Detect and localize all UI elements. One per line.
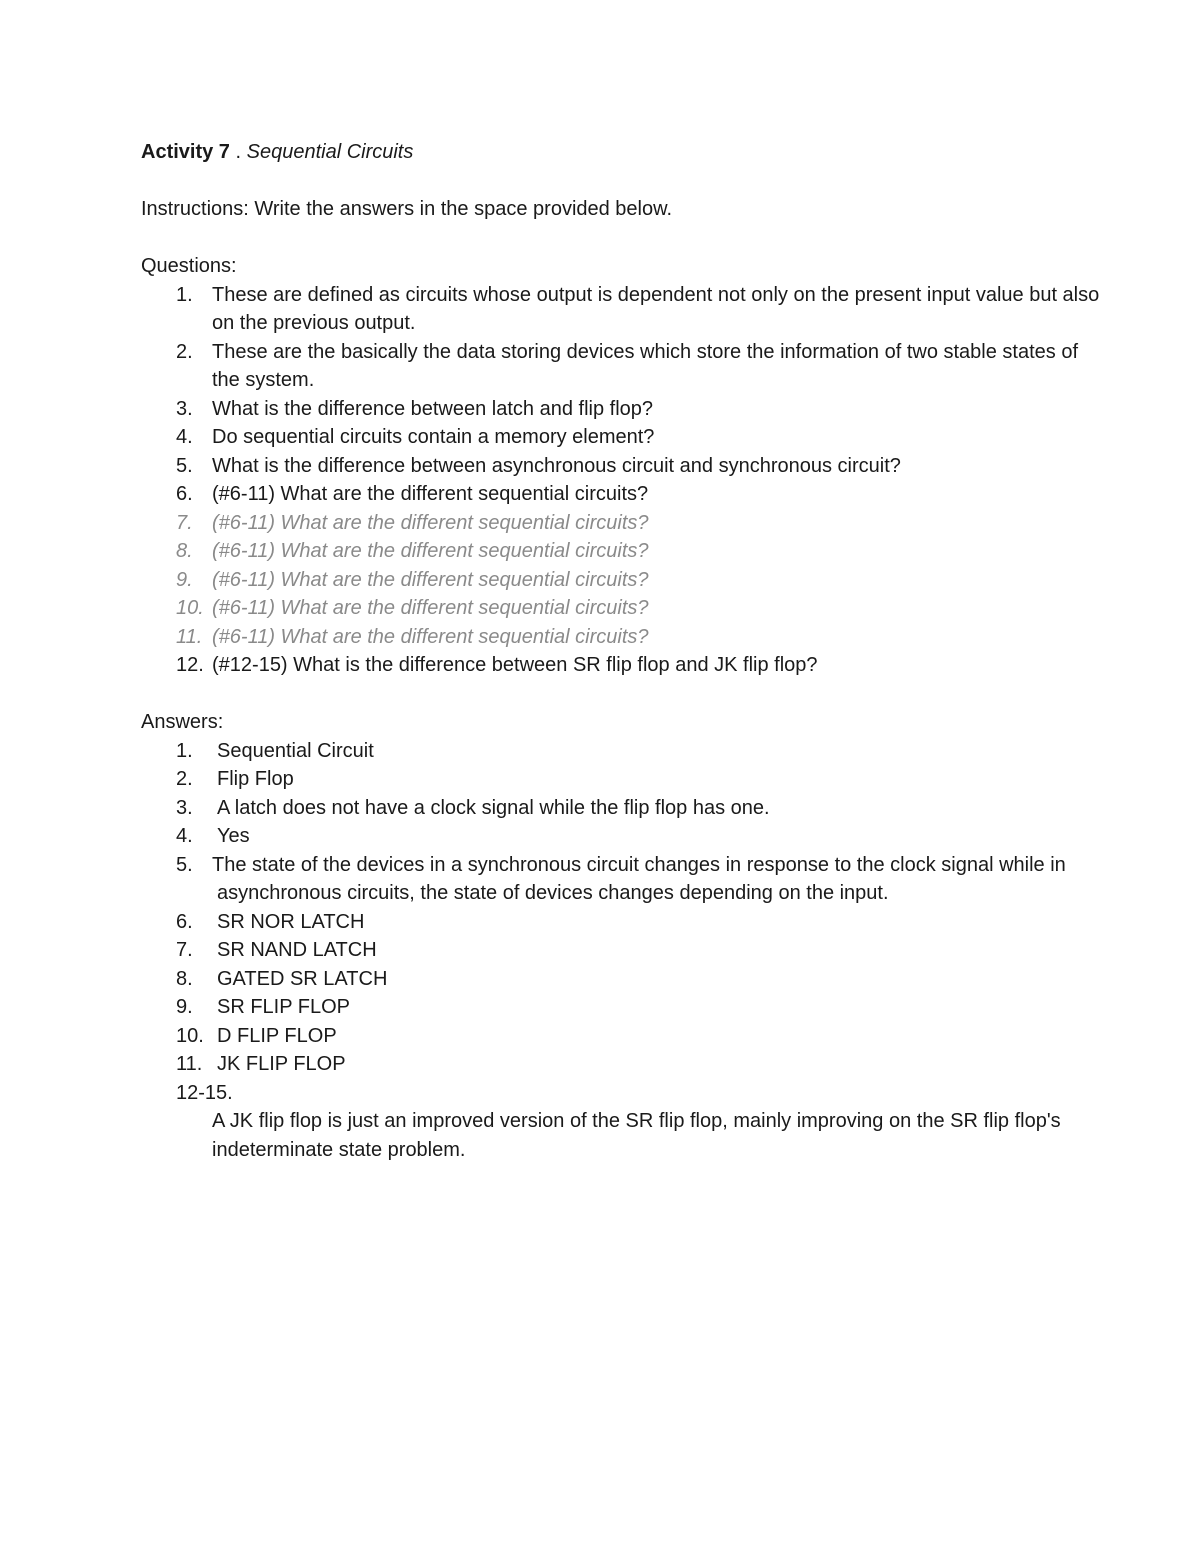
question-item [141, 480, 1101, 509]
question-number: 12. [176, 654, 204, 676]
question-item [141, 281, 1101, 338]
answer-text: JK FLIP FLOP [217, 1053, 346, 1075]
question-item-repeated [141, 509, 1101, 538]
question-item-repeated [141, 537, 1101, 566]
question-text: (#6-11) What are the different sequential circuits? [212, 511, 649, 534]
question-number: 2. [176, 340, 193, 363]
question-text: (#6-11) What are the different sequential circuits? [212, 568, 649, 591]
questions-list [141, 281, 1101, 680]
answer-number: 11. [176, 1053, 203, 1075]
question-text: What is the difference between asynchronous circuit and synchronous circuit? [212, 454, 901, 477]
question-text: These are defined as circuits whose output is dependent not only on the present input value but also on the previous output. [212, 283, 1100, 334]
answer-number: 2. [176, 768, 193, 790]
answer-text: Yes [217, 825, 250, 847]
answer-number: 3. [176, 796, 193, 819]
question-item-repeated [141, 623, 1101, 652]
spacer [141, 167, 1101, 196]
answer-text: The state of the devices in a synchronous circuit changes in response to the clock signal while in asynchronous circuits, the state of devices changes depending on the input. [212, 853, 1066, 904]
answer-number: 6. [176, 910, 193, 933]
question-item [141, 423, 1101, 452]
answer-number: 1. [176, 739, 193, 762]
answer-number: 5. [176, 853, 193, 876]
spacer [141, 224, 1101, 253]
answer-text: SR NAND LATCH [217, 939, 377, 961]
question-number: 8. [176, 540, 193, 562]
final-answer-label: 12-15. [176, 1081, 233, 1104]
question-text: What is the difference between latch and flip flop? [212, 397, 654, 420]
instructions-text: Instructions: Write the answers in the space provided below. [141, 198, 673, 220]
question-item [141, 452, 1101, 481]
question-text: (#12-15) What is the difference between SR flip flop and JK flip flop? [212, 654, 818, 676]
question-item [141, 395, 1101, 424]
answer-text: Flip Flop [217, 768, 294, 790]
question-number: 1. [176, 283, 193, 306]
answer-number: 4. [176, 825, 193, 847]
question-number: 11. [176, 625, 203, 648]
answer-text: A latch does not have a clock signal while the flip flop has one. [217, 796, 770, 819]
activity-title [141, 138, 1101, 167]
question-text: (#6-11) What are the different sequential circuits? [212, 540, 649, 562]
answer-item [141, 965, 1101, 994]
answer-item [141, 1022, 1101, 1051]
answer-item [141, 1050, 1101, 1079]
answer-item [141, 908, 1101, 937]
answer-item [141, 851, 1101, 908]
question-number: 9. [176, 568, 193, 591]
answer-number: 7. [176, 939, 193, 961]
question-text: (#6-11) What are the different sequential circuits? [212, 483, 649, 505]
question-item-repeated [141, 566, 1101, 595]
question-number: 10. [176, 597, 204, 619]
question-text: Do sequential circuits contain a memory element? [212, 426, 655, 448]
answer-text: Sequential Circuit [217, 739, 374, 762]
title-separator: . [229, 141, 247, 163]
question-item-repeated [141, 594, 1101, 623]
question-number: 3. [176, 397, 193, 420]
answer-item [141, 936, 1101, 965]
answers-list [141, 737, 1101, 1079]
activity-subject: Sequential Circuits [246, 141, 414, 163]
answer-number: 9. [176, 996, 193, 1018]
question-number: 5. [176, 454, 193, 477]
final-answer-text: A JK flip flop is just an improved version of the SR flip flop, mainly improving on the SR flip flop's indeterminate state problem. [212, 1110, 1061, 1161]
questions-heading: Questions: [141, 255, 237, 277]
answer-number: 10. [176, 1024, 204, 1047]
answer-item [141, 737, 1101, 766]
question-text: (#6-11) What are the different sequential circuits? [212, 625, 649, 648]
answer-item [141, 822, 1101, 851]
answer-item [141, 765, 1101, 794]
answer-text: GATED SR LATCH [217, 967, 388, 990]
question-item [141, 338, 1101, 395]
spacer [141, 680, 1101, 709]
answers-heading: Answers: [141, 711, 224, 733]
answer-item [141, 794, 1101, 823]
activity-number: Activity 7 [141, 141, 230, 163]
answer-text: SR NOR LATCH [217, 910, 365, 933]
question-number: 6. [176, 483, 193, 505]
answer-text: D FLIP FLOP [217, 1024, 337, 1047]
question-item [141, 651, 1101, 680]
question-number: 4. [176, 426, 193, 448]
answer-number: 8. [176, 967, 193, 990]
question-text: These are the basically the data storing devices which store the information of two stable states of the system. [212, 340, 1079, 391]
answer-text: SR FLIP FLOP [217, 996, 351, 1018]
question-number: 7. [176, 511, 193, 534]
document-body [141, 138, 1101, 1164]
question-text: (#6-11) What are the different sequential circuits? [212, 597, 649, 619]
answer-item [141, 993, 1101, 1022]
